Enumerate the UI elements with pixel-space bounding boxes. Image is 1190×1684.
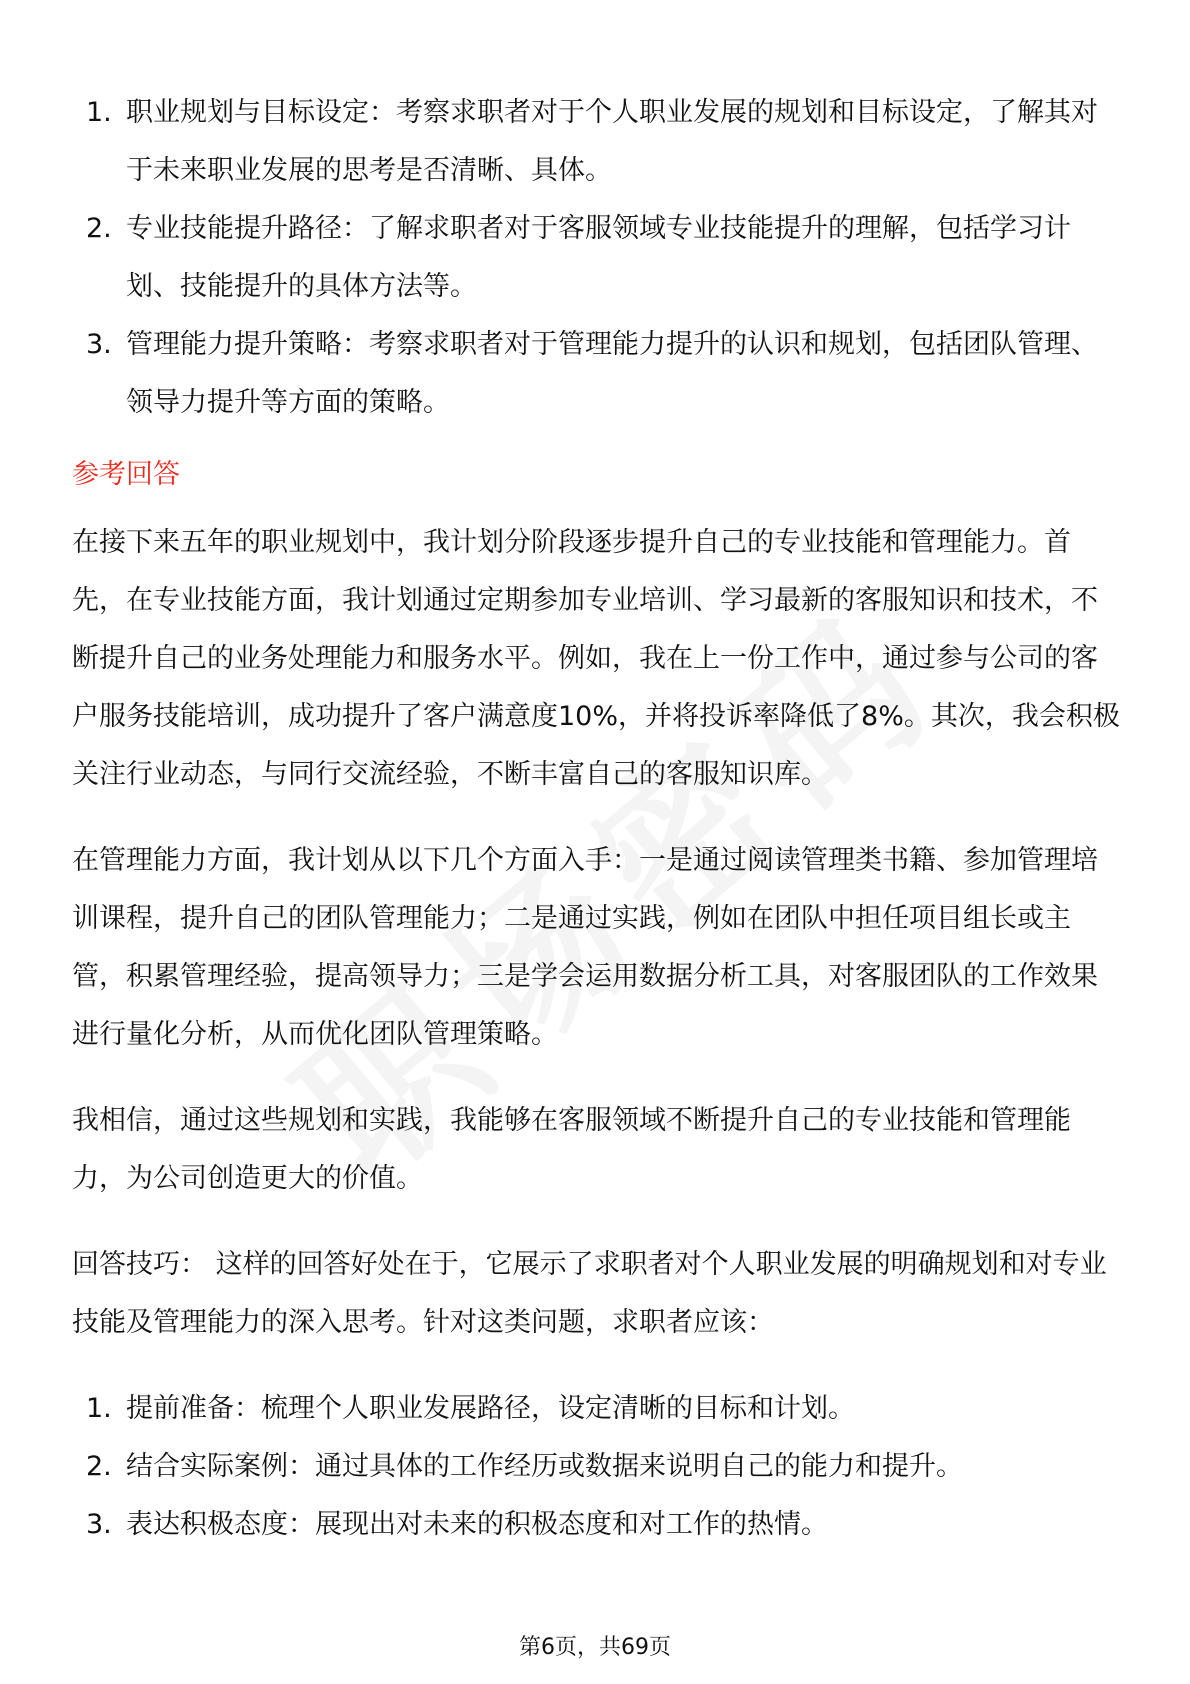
- evaluation-points-list: [72, 84, 1122, 432]
- list-item: [72, 200, 1122, 316]
- document-content: [72, 84, 1122, 1554]
- paragraph: 在管理能力方面，我计划从以下几个方面入手：一是通过阅读管理类书籍、参加管理培训课程，提升自己的团队管理能力；二是通过实践，例如在团队中担任项目组长或主管，积累管理经验，提高领导力；三是学会运用数据分析工具，对客服团队的工作效果进行量化分析，从而优化团队管理策略。: [72, 845, 1098, 1050]
- list-number: 3.: [86, 329, 112, 360]
- list-item: [72, 84, 1122, 200]
- tips-list: [72, 1380, 1122, 1554]
- list-item-text: 职业规划与目标设定：考察求职者对于个人职业发展的规划和目标设定，了解其对于未来职业发展的思考是否清晰、具体。: [126, 97, 1098, 186]
- list-item-text: 结合实际案例：通过具体的工作经历或数据来说明自己的能力和提升。: [126, 1451, 963, 1482]
- list-number: 2.: [86, 1451, 112, 1482]
- paragraph: 在接下来五年的职业规划中，我计划分阶段逐步提升自己的专业技能和管理能力。首先，在专业技能方面，我计划通过定期参加专业培训、学习最新的客服知识和技术，不断提升自己的业务处理能力和服务水平。例如，我在上一份工作中，通过参与公司的客户服务技能培训，成功提升了客户满意度10%，并将投诉率降低了8%。其次，我会积极关注行业动态，与同行交流经验，不断丰富自己的客服知识库。: [72, 527, 1120, 790]
- list-item: [72, 1380, 1122, 1438]
- list-item: [72, 316, 1122, 432]
- list-number: 1.: [86, 97, 112, 128]
- list-item: [72, 1496, 1122, 1554]
- list-item-text: 提前准备：梳理个人职业发展路径，设定清晰的目标和计划。: [126, 1393, 855, 1424]
- paragraph: 我相信，通过这些规划和实践，我能够在客服领域不断提升自己的专业技能和管理能力，为公司创造更大的价值。: [72, 1105, 1071, 1194]
- list-item-text: 管理能力提升策略：考察求职者对于管理能力提升的认识和规划，包括团队管理、领导力提升等方面的策略。: [126, 329, 1098, 418]
- paragraph: 回答技巧： 这样的回答好处在于，它展示了求职者对个人职业发展的明确规划和对专业技能及管理能力的深入思考。针对这类问题，求职者应该：: [72, 1249, 1107, 1338]
- page-number-footer: 第6页，共69页: [519, 1635, 671, 1660]
- list-item-text: 表达积极态度：展现出对未来的积极态度和对工作的热情。: [126, 1509, 828, 1540]
- list-number: 3.: [86, 1509, 112, 1540]
- list-number: 2.: [86, 213, 112, 244]
- list-number: 1.: [86, 1393, 112, 1424]
- list-item: [72, 1438, 1122, 1496]
- section-title: 参考回答: [72, 459, 180, 490]
- list-item-text: 专业技能提升路径：了解求职者对于客服领域专业技能提升的理解，包括学习计划、技能提升的具体方法等。: [126, 213, 1071, 302]
